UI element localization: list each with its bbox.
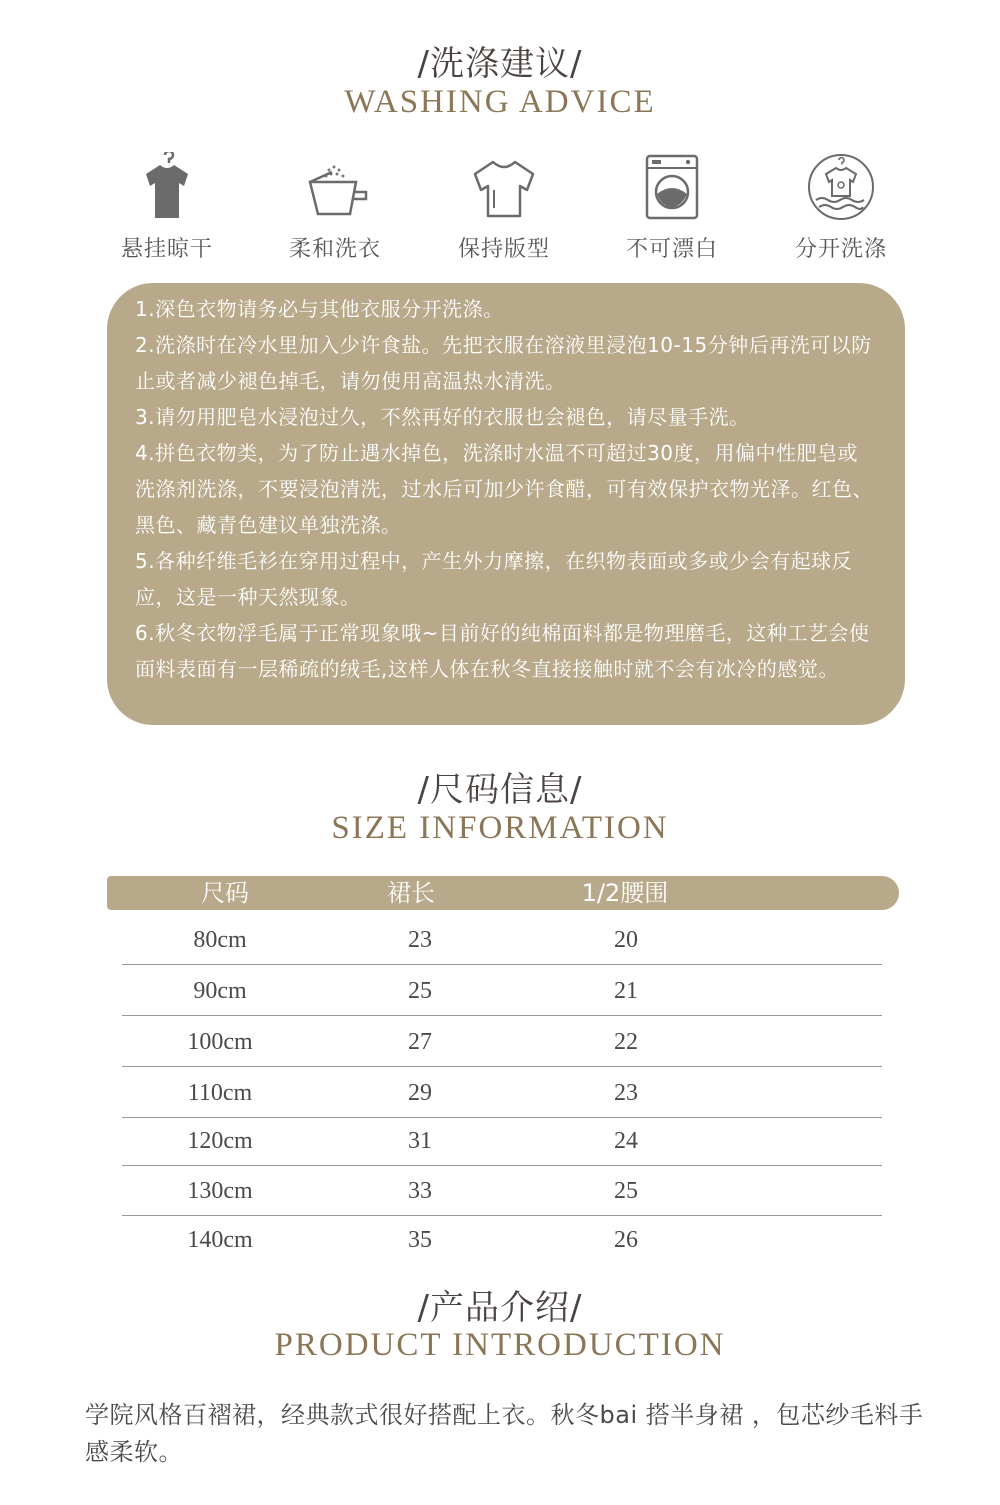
table-row: 110cm 29 23 [122, 1068, 882, 1118]
product-title-cn: /产品介绍/ [417, 1288, 583, 1328]
care-item-keep-shape [419, 152, 589, 263]
header-size: 尺码 [201, 879, 249, 907]
size-title-en: SIZE INFORMATION [331, 810, 669, 846]
washing-note-2: 2.洗涤时在冷水里加入少许食盐。先把衣服在溶液里浸泡10-15分钟后再洗可以防止或者减少褪色掉毛，请勿使用高温热水清洗。 [135, 333, 872, 393]
table-row: 140cm 35 26 [187, 1227, 638, 1253]
size-title-cn: /尺码信息/ [417, 770, 583, 810]
table-row: 100cm 27 22 [122, 1017, 882, 1067]
size-table-header [107, 876, 899, 910]
washing-title-en: WASHING ADVICE [344, 84, 656, 120]
shirt-outline-icon [469, 152, 539, 222]
washing-note-5: 5.各种纤维毛衫在穿用过程中，产生外力摩擦，在织物表面或多或少会有起球反应，这是一种天然现象。 [135, 549, 853, 609]
separate-wash-icon [806, 152, 876, 222]
care-label-no-bleach: 不可漂白 [625, 237, 718, 262]
care-item-no-bleach [587, 152, 757, 263]
care-label-keep-shape: 保持版型 [457, 237, 550, 262]
washing-note-1: 1.深色衣物请务必与其他衣服分开洗涤。 [135, 297, 504, 321]
washing-notes-box [107, 283, 905, 725]
row-divider [122, 964, 882, 965]
care-item-separate-wash [756, 152, 926, 263]
row-divider [122, 1066, 882, 1067]
table-row: 90cm 25 21 [122, 966, 882, 1016]
washing-note-6: 6.秋冬衣物浮毛属于正常现象哦~目前好的纯棉面料都是物理磨毛，这种工艺会使面料表面有一层稀疏的绒毛,这样人体在秋冬直接接触时就不会有冰冷的感觉。 [135, 621, 870, 681]
care-label-gentle-wash: 柔和洗衣 [288, 237, 381, 262]
hanging-shirt-icon [132, 152, 202, 222]
table-row: 120cm 31 24 [122, 1116, 882, 1166]
washing-note-3: 3.请勿用肥皂水浸泡过久，不然再好的衣服也会褪色，请尽量手洗。 [135, 405, 750, 429]
washing-machine-icon [637, 152, 707, 222]
product-title-en: PRODUCT INTRODUCTION [274, 1327, 726, 1363]
header-half-waist: 1/2腰围 [581, 879, 669, 907]
washing-note-4: 4.拼色衣物类，为了防止遇水掉色，洗涤时水温不可超过30度，用偏中性肥皂或洗涤剂洗涤，不要浸泡清洗，过水后可加少许食醋，可有效保护衣物光泽。红色、黑色、藏青色建议单独洗涤。 [135, 441, 873, 537]
header-skirt-length: 裙长 [387, 879, 435, 907]
care-item-hang-dry [82, 152, 252, 263]
washing-title-cn: /洗涤建议/ [417, 44, 583, 84]
care-label-hang-dry: 悬挂晾干 [120, 237, 213, 262]
care-label-separate-wash: 分开洗涤 [794, 237, 887, 262]
care-item-gentle-wash [250, 152, 420, 263]
product-description: 学院风格百褶裙，经典款式很好搭配上衣。秋冬bai 搭半身裙 ，包芯纱毛料手感柔软。 [85, 1401, 924, 1466]
detergent-scoop-icon [300, 152, 370, 222]
table-row: 130cm 33 25 [122, 1166, 882, 1216]
care-icons-row [0, 152, 1000, 272]
table-row: 80cm 23 20 [122, 915, 882, 965]
row-divider [122, 1015, 882, 1016]
